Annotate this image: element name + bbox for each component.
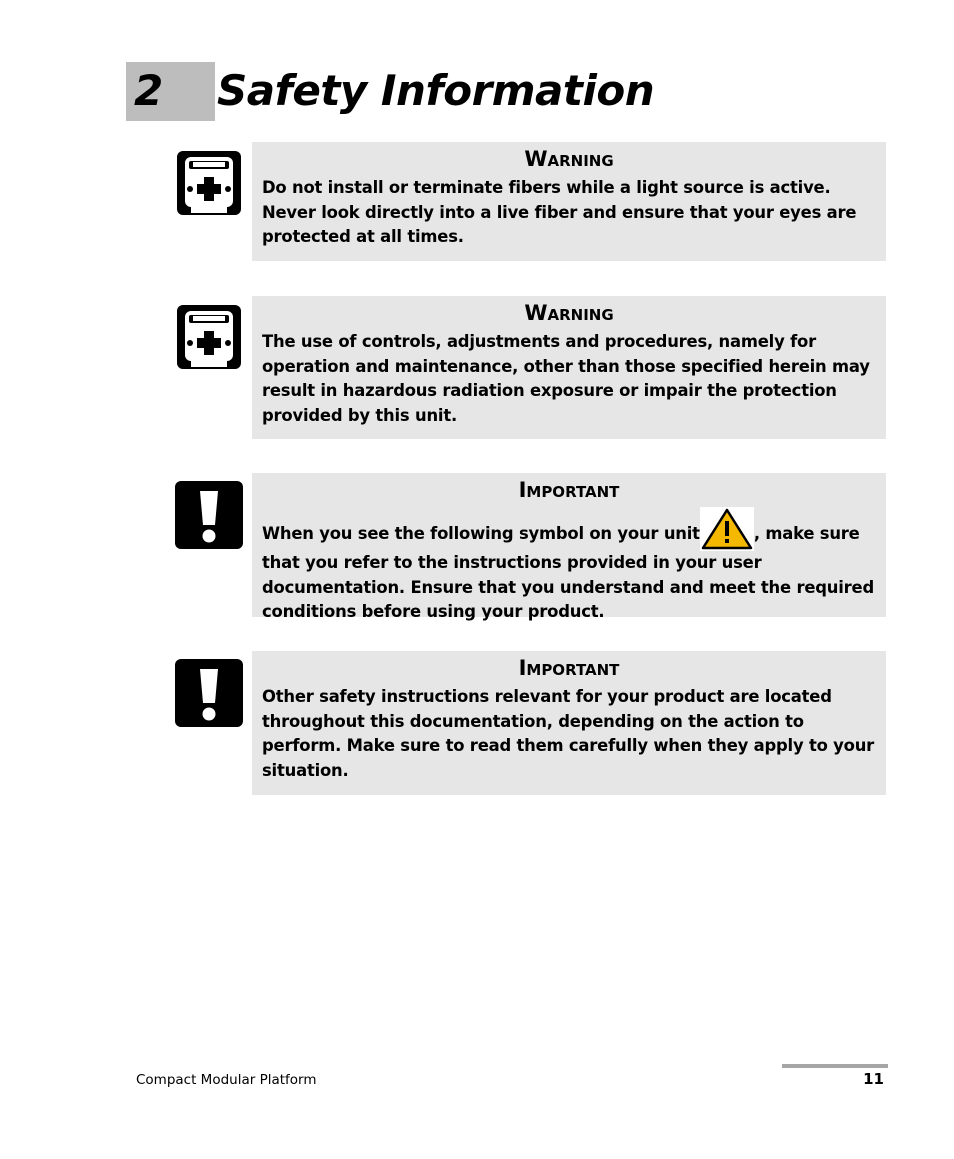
footer-rule — [782, 1064, 888, 1068]
important-notice-2 — [252, 651, 886, 795]
notice-heading: Important — [518, 656, 620, 680]
caution-triangle-icon — [700, 507, 754, 551]
warning-notice-1 — [252, 142, 886, 261]
page-number: 11 — [863, 1070, 884, 1088]
notice-heading: Important — [518, 478, 620, 502]
notice-text: Other safety instructions relevant for your product are located throughout this documentation, depending on the action to perform. Make sure to read them carefully when they apply to your situation. — [262, 687, 875, 780]
exclamation-icon — [175, 481, 243, 549]
important-notice-1 — [252, 473, 886, 621]
chapter-title: Safety Information — [217, 66, 655, 115]
notice-text-part: , make sure that you refer to the instructions provided in your user documentation. Ensure that you understand and meet the required conditions before using your product. — [262, 524, 875, 621]
warning-ambulance-icon — [175, 303, 243, 371]
notice-heading: Warning — [524, 301, 614, 325]
notice-text-part: When you see the following symbol on your unit — [262, 524, 700, 543]
chapter-number: 2 — [134, 66, 164, 115]
notice-heading: Warning — [524, 147, 614, 171]
warning-notice-2 — [252, 296, 886, 439]
warning-ambulance-icon — [175, 149, 243, 217]
notice-text: Do not install or terminate fibers while a light source is active. Never look directly into a live fiber and ensure that your eyes are protected at all times. — [262, 178, 857, 246]
exclamation-icon — [175, 659, 243, 727]
notice-text: The use of controls, adjustments and procedures, namely for operation and maintenance, other than those specified herein may result in hazardous radiation exposure or impair the protection provided by this unit. — [262, 332, 870, 425]
footer-product-name: Compact Modular Platform — [136, 1072, 317, 1088]
notice-text — [262, 507, 876, 625]
